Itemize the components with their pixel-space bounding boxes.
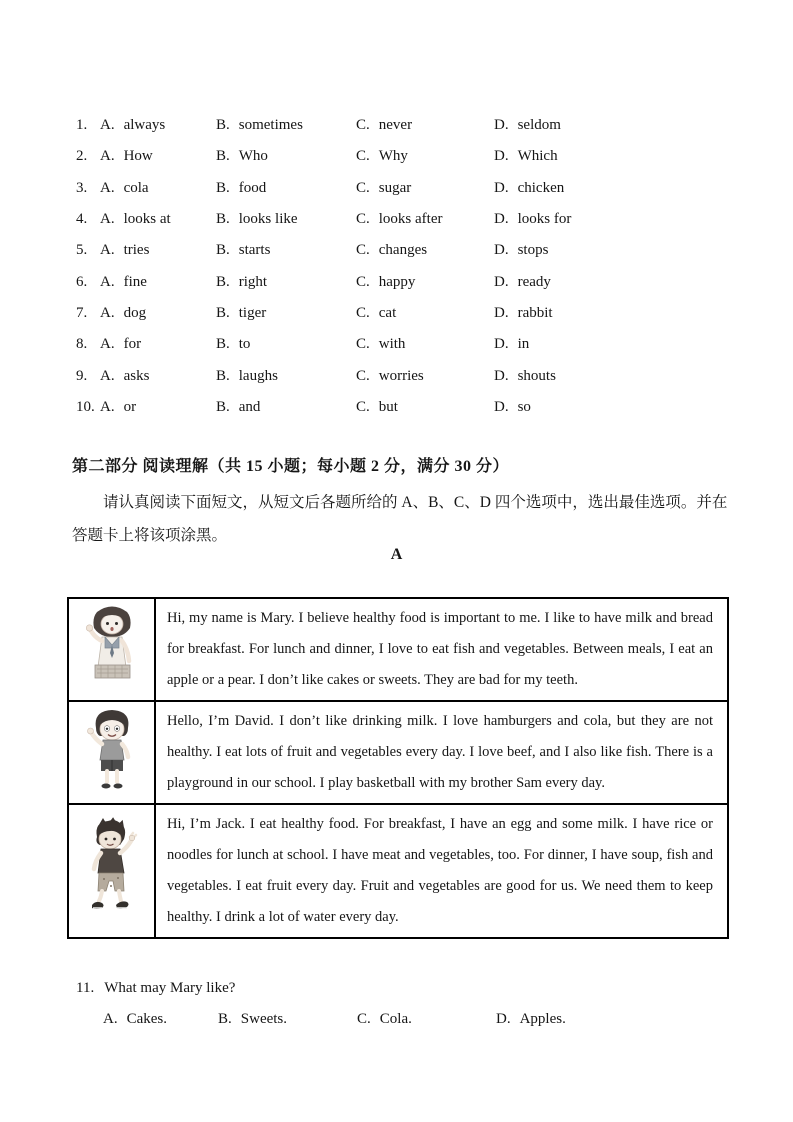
option-text: asks	[123, 367, 150, 384]
option-letter: B.	[216, 273, 230, 290]
option-c	[356, 211, 494, 228]
david-avatar-cell	[69, 702, 156, 803]
question-number: 7.	[76, 304, 88, 321]
passage-text-david: Hello, I’m David. I don’t like drinking milk. I love hamburgers and cola, but they are not healthy. I eat lots of fruit and vegetables every day. I love beef, and I also like fish. There is a playground in our school. I play basketball with my brother Sam every day.	[167, 713, 713, 791]
mary-avatar-cell	[69, 599, 156, 700]
option-d	[494, 399, 763, 416]
option-text: happy	[378, 273, 416, 290]
option-text: looks after	[378, 211, 443, 228]
option-letter: D.	[494, 117, 509, 134]
option-text: always	[123, 117, 166, 134]
option-b	[216, 180, 356, 197]
option-letter: A.	[103, 1011, 118, 1027]
section-heading: 第二部分 阅读理解（共 15 小题；每小题 2 分，满分 30 分）	[72, 458, 510, 475]
passage-text-jack: Hi, I’m Jack. I eat healthy food. For breakfast, I have an egg and some milk. I have rice or noodles for lunch at school. I have meat and vegetables, too. For dinner, I have soup, fish and vegetables. I eat fruit every day. Fruit and vegetables are good for us. We need them to keep healthy. I drink a lot of water every day.	[167, 816, 713, 925]
passage-text-mary: Hi, my name is Mary. I believe healthy food is important to me. I like to have milk and bread for breakfast. For lunch and dinner, I love to eat fish and vegetables. Between meals, I eat an apple or a pear. I don’t like cakes or sweets. They are bad for my teeth.	[167, 610, 713, 688]
option-c	[356, 242, 494, 259]
option-b	[218, 1011, 357, 1028]
option-letter: C.	[357, 1011, 371, 1027]
question-number: 10.	[76, 398, 95, 415]
option-d	[496, 1011, 763, 1028]
option-text: and	[238, 398, 261, 415]
option-d	[494, 242, 763, 259]
option-a	[100, 211, 216, 228]
option-letter: C.	[356, 336, 370, 353]
option-b	[216, 368, 356, 385]
option-b	[216, 305, 356, 322]
option-text: How	[123, 148, 153, 165]
option-a	[100, 368, 216, 385]
option-text: looks like	[238, 211, 298, 228]
option-c	[356, 148, 494, 165]
option-b	[216, 211, 356, 228]
option-letter: B.	[216, 179, 230, 196]
option-b	[216, 148, 356, 165]
passage-label: A	[390, 546, 403, 563]
option-c	[356, 117, 494, 134]
option-text: ready	[517, 273, 551, 290]
question-number: 3.	[76, 179, 88, 196]
option-letter: D.	[494, 304, 509, 321]
option-c	[356, 368, 494, 385]
question-number: 5.	[76, 242, 88, 259]
boy-waving-icon	[83, 707, 141, 798]
option-letter: C.	[356, 117, 370, 134]
option-c	[356, 274, 494, 291]
option-text: right	[238, 273, 268, 290]
option-letter: A.	[100, 273, 115, 290]
option-letter: A.	[100, 367, 115, 384]
option-letter: D.	[494, 148, 509, 165]
option-text: Why	[378, 148, 408, 165]
option-text: tiger	[238, 304, 267, 321]
option-letter: B.	[218, 1011, 232, 1027]
option-letter: D.	[494, 336, 509, 353]
option-text: laughs	[238, 367, 278, 384]
cloze-row-9	[76, 360, 763, 391]
option-letter: A.	[100, 398, 115, 415]
option-c	[356, 180, 494, 197]
option-a	[100, 336, 216, 353]
option-text: never	[378, 117, 413, 134]
option-text: rabbit	[517, 304, 553, 321]
option-letter: C.	[356, 242, 370, 259]
option-text: dog	[123, 304, 147, 321]
girl-waving-icon	[81, 601, 143, 698]
cloze-options-block	[76, 110, 763, 423]
option-a	[100, 180, 216, 197]
option-letter: A.	[100, 304, 115, 321]
option-b	[216, 117, 356, 134]
option-a	[100, 274, 216, 291]
option-c	[357, 1011, 496, 1028]
option-letter: C.	[356, 367, 370, 384]
question-number: 2.	[76, 148, 88, 165]
option-letter: D.	[496, 1011, 511, 1027]
cloze-row-3	[76, 173, 763, 204]
cloze-row-1	[76, 110, 763, 141]
option-letter: B.	[216, 398, 230, 415]
option-a	[100, 242, 216, 259]
option-a	[100, 117, 216, 134]
option-letter: A.	[100, 211, 115, 228]
option-d	[494, 336, 763, 353]
option-text: shouts	[517, 367, 556, 384]
question-number: 4.	[76, 211, 88, 228]
option-a	[103, 1011, 218, 1028]
option-a	[100, 148, 216, 165]
option-d	[494, 117, 763, 134]
option-text: Cola.	[379, 1011, 412, 1027]
option-text: seldom	[517, 117, 561, 134]
option-text: chicken	[517, 179, 565, 196]
option-letter: C.	[356, 273, 370, 290]
option-text: Apples.	[519, 1011, 566, 1027]
cloze-row-2	[76, 141, 763, 172]
option-letter: A.	[100, 117, 115, 134]
option-text: sometimes	[238, 117, 303, 134]
option-text: Which	[517, 148, 558, 165]
option-letter: B.	[216, 304, 230, 321]
option-a	[100, 305, 216, 322]
option-c	[356, 399, 494, 416]
option-text: for	[123, 336, 142, 353]
table-row-mary	[69, 599, 727, 702]
option-letter: B.	[216, 242, 230, 259]
option-letter: C.	[356, 304, 370, 321]
option-text: changes	[378, 242, 428, 259]
cloze-row-10	[76, 392, 763, 423]
table-row-jack	[69, 805, 727, 937]
option-letter: D.	[494, 211, 509, 228]
question-number: 9.	[76, 367, 88, 384]
cloze-row-5	[76, 235, 763, 266]
option-d	[494, 148, 763, 165]
cloze-row-6	[76, 266, 763, 297]
option-text: cola	[123, 179, 149, 196]
question-number: 11.	[76, 980, 95, 996]
option-letter: B.	[216, 211, 230, 228]
option-text: so	[517, 398, 531, 415]
option-letter: A.	[100, 179, 115, 196]
table-row-david	[69, 702, 727, 805]
option-b	[216, 399, 356, 416]
option-letter: C.	[356, 211, 370, 228]
option-b	[216, 336, 356, 353]
option-text: but	[378, 398, 398, 415]
option-letter: A.	[100, 336, 115, 353]
option-text: looks at	[123, 211, 171, 228]
option-text: Who	[238, 148, 268, 165]
option-b	[216, 242, 356, 259]
option-letter: B.	[216, 148, 230, 165]
option-text: in	[517, 336, 530, 353]
option-letter: D.	[494, 179, 509, 196]
option-a	[100, 399, 216, 416]
option-text: stops	[517, 242, 549, 259]
option-text: looks for	[517, 211, 572, 228]
question-text: What may Mary like?	[104, 980, 236, 996]
option-text: starts	[238, 242, 271, 259]
option-text: tries	[123, 242, 150, 259]
option-text: fine	[123, 273, 147, 290]
option-letter: C.	[356, 398, 370, 415]
cloze-row-4	[76, 204, 763, 235]
jack-avatar-cell	[69, 805, 156, 937]
cloze-row-8	[76, 329, 763, 360]
option-c	[356, 336, 494, 353]
option-letter: D.	[494, 398, 509, 415]
option-letter: D.	[494, 273, 509, 290]
question-11-options	[103, 1011, 763, 1028]
option-letter: B.	[216, 117, 230, 134]
option-letter: B.	[216, 336, 230, 353]
option-text: with	[378, 336, 406, 353]
cloze-row-7	[76, 298, 763, 329]
question-11	[76, 980, 235, 997]
question-number: 8.	[76, 336, 88, 353]
option-text: or	[123, 398, 137, 415]
section-instructions: 请认真阅读下面短文，从短文后各题所给的 A、B、C、D 四个选项中，选出最佳选项。并在答题卡上将该项涂黑。	[72, 494, 728, 544]
option-letter: C.	[356, 179, 370, 196]
option-text: worries	[378, 367, 424, 384]
option-d	[494, 368, 763, 385]
option-letter: C.	[356, 148, 370, 165]
option-letter: D.	[494, 242, 509, 259]
question-number: 6.	[76, 273, 88, 290]
question-number: 1.	[76, 117, 88, 134]
option-text: to	[238, 336, 251, 353]
boy-walking-waving-icon	[80, 817, 144, 926]
reading-passage-table	[67, 597, 729, 939]
option-letter: A.	[100, 148, 115, 165]
option-text: food	[238, 179, 267, 196]
option-d	[494, 305, 763, 322]
option-d	[494, 211, 763, 228]
option-c	[356, 305, 494, 322]
option-text: Sweets.	[240, 1011, 288, 1027]
option-letter: A.	[100, 242, 115, 259]
option-text: cat	[378, 304, 397, 321]
option-letter: D.	[494, 367, 509, 384]
option-d	[494, 274, 763, 291]
option-text: sugar	[378, 179, 412, 196]
option-b	[216, 274, 356, 291]
option-letter: B.	[216, 367, 230, 384]
option-text: Cakes.	[126, 1011, 168, 1027]
option-d	[494, 180, 763, 197]
